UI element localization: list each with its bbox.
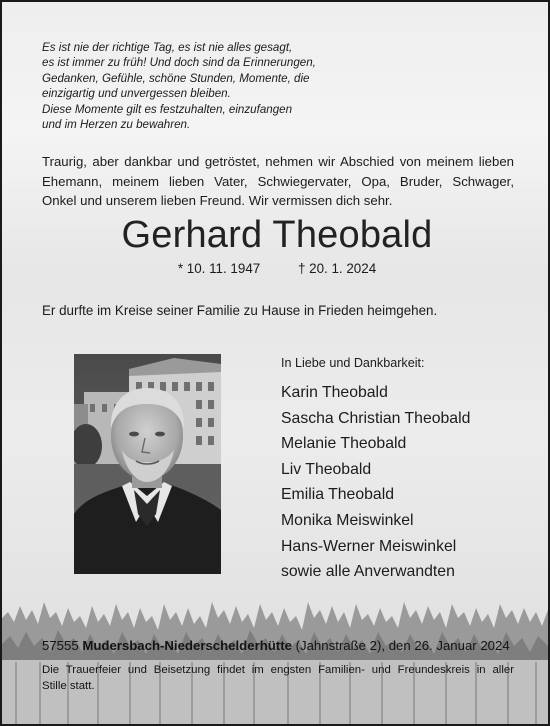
portrait-photo xyxy=(74,354,221,574)
deceased-name: Gerhard Theobald xyxy=(121,214,433,256)
notice-date: den 26. Januar 2024 xyxy=(388,638,510,653)
poem-line: es ist immer zu früh! Und doch sind da Erinnerungen, xyxy=(42,56,316,70)
passing-statement: Er durfte im Kreise seiner Familie zu Hause in Frieden heimgehen. xyxy=(42,303,438,318)
funeral-note xyxy=(42,663,514,694)
birth-date: * 10. 11. 1947 xyxy=(177,261,261,276)
funeral-line: Stille statt. xyxy=(42,679,95,692)
mourner-name: Liv Theobald xyxy=(281,460,372,478)
farewell-line: Onkel und unserem lieben Freund. Wir vermissen dich sehr. xyxy=(42,193,393,208)
poem-line: und im Herzen zu bewahren. xyxy=(42,118,191,132)
town: Mudersbach-Niederschelderhütte xyxy=(82,638,292,653)
farewell-line: Ehemann, meinem lieben Vater, Schwiegervater, Opa, Bruder, Schwager, xyxy=(42,173,514,189)
poem-line: einzigartig und unvergessen bleiben. xyxy=(42,87,231,101)
memorial-poem xyxy=(42,40,512,132)
mourners-list xyxy=(281,354,531,585)
mourner-name: Emilia Theobald xyxy=(281,486,394,504)
farewell-line: Traurig, aber dankbar und getröstet, nehmen wir Abschied von meinem lieben xyxy=(42,154,514,169)
mourner-name: Monika Meiswinkel xyxy=(281,511,414,529)
farewell-text xyxy=(42,152,514,211)
place-and-date xyxy=(42,637,522,655)
postcode: 57555 xyxy=(42,638,79,653)
funeral-line: Die Trauerfeier und Beisetzung findet im engsten Familien- und Freundeskreis in aller xyxy=(42,664,514,676)
mourner-name: Karin Theobald xyxy=(281,384,388,401)
life-dates xyxy=(2,260,550,278)
mourner-name: Melanie Theobald xyxy=(281,435,407,453)
mourner-name: Hans-Werner Meiswinkel xyxy=(281,537,457,555)
poem-line: Gedanken, Gefühle, schöne Stunden, Momente, die xyxy=(42,71,310,85)
mourner-name: Sascha Christian Theobald xyxy=(281,409,471,427)
death-date: † 20. 1. 2024 xyxy=(297,261,377,276)
poem-line: Es ist nie der richtige Tag, es ist nie alles gesagt, xyxy=(42,41,293,54)
mourner-name: sowie alle Anverwandten xyxy=(281,563,455,581)
mourners-heading: In Liebe und Dankbarkeit: xyxy=(281,356,425,370)
poem-line: Diese Momente gilt es festzuhalten, einzufangen xyxy=(42,102,293,116)
street: (Jahnstraße 2), xyxy=(295,638,386,653)
